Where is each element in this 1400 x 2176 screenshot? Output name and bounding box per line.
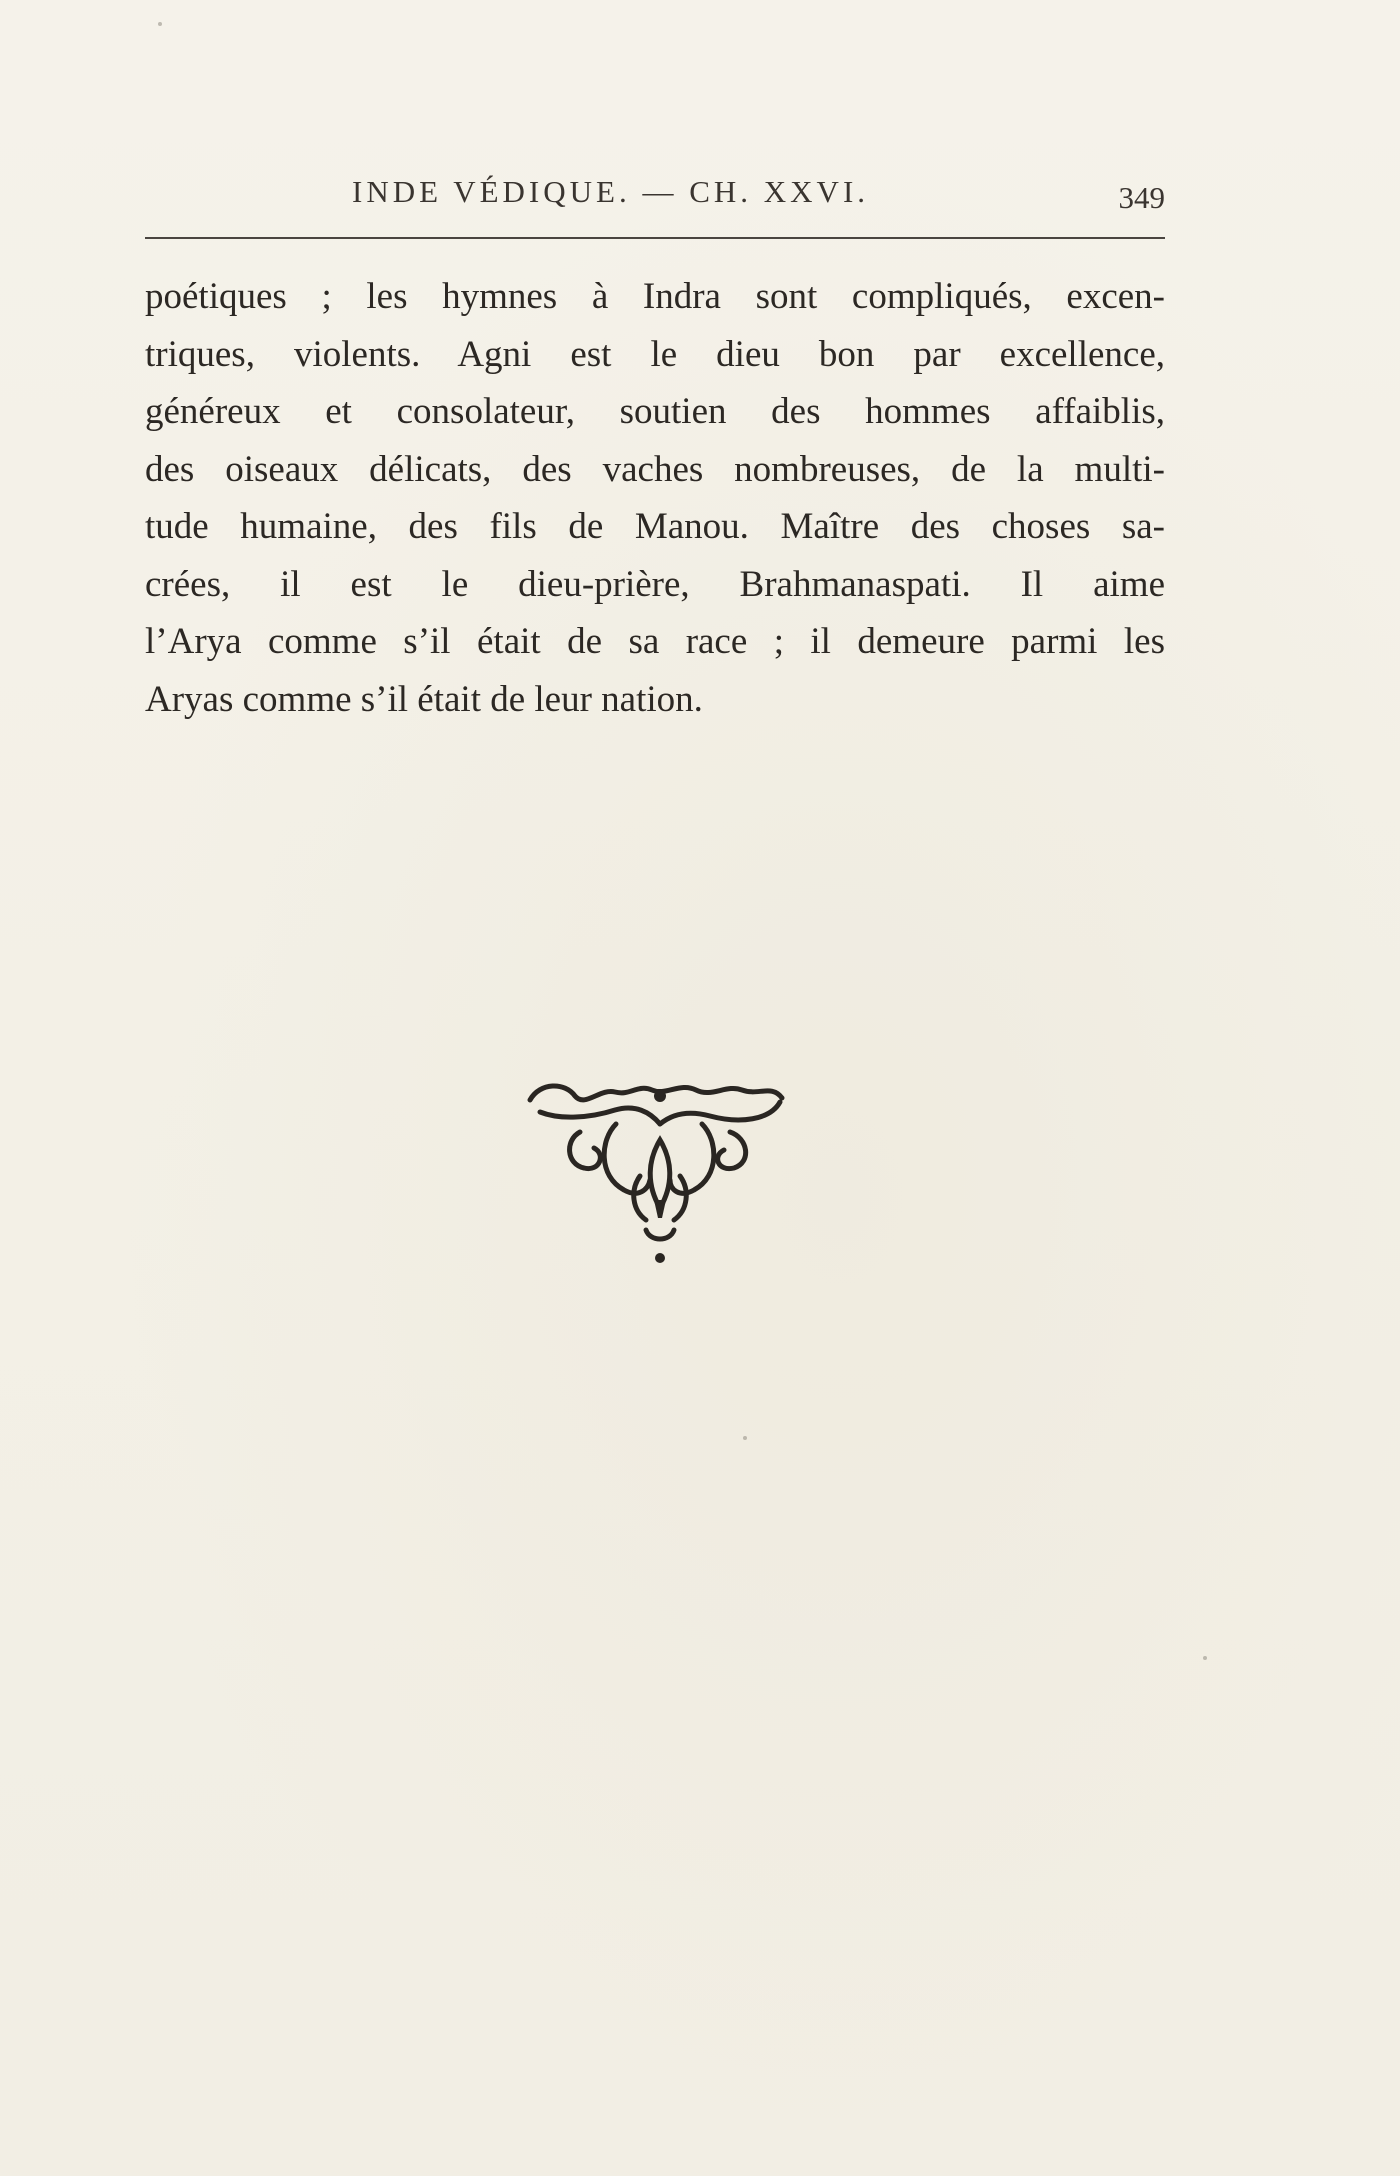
fleuron-ornament-icon bbox=[520, 1080, 800, 1280]
body-text bbox=[145, 268, 1165, 728]
text-line: poétiques ; les hymnes à Indra sont compliqués, excen- bbox=[145, 276, 1165, 317]
header-rule bbox=[145, 237, 1165, 239]
page-header bbox=[145, 168, 1165, 224]
text-line: triques, violents. Agni est le dieu bon par excellence, bbox=[145, 333, 1165, 375]
paper-speck bbox=[158, 22, 162, 26]
text-line: tude humaine, des fils de Manou. Maître des choses sa- bbox=[145, 506, 1165, 547]
running-title: INDE VÉDIQUE. — CH. XXVI. bbox=[352, 174, 870, 209]
text-line: l’Arya comme s’il était de sa race ; il demeure parmi les bbox=[145, 621, 1165, 662]
text-line: Aryas comme s’il était de leur nation. bbox=[145, 678, 703, 720]
text-line: des oiseaux délicats, des vaches nombreuses, de la multi- bbox=[145, 448, 1165, 490]
paper-speck bbox=[1203, 1656, 1207, 1660]
page-number: 349 bbox=[1118, 180, 1165, 215]
text-line: généreux et consolateur, soutien des hommes affaiblis, bbox=[145, 391, 1165, 432]
paper-speck bbox=[743, 1436, 747, 1440]
text-line: crées, il est le dieu-prière, Brahmanaspati. Il aime bbox=[145, 563, 1165, 605]
